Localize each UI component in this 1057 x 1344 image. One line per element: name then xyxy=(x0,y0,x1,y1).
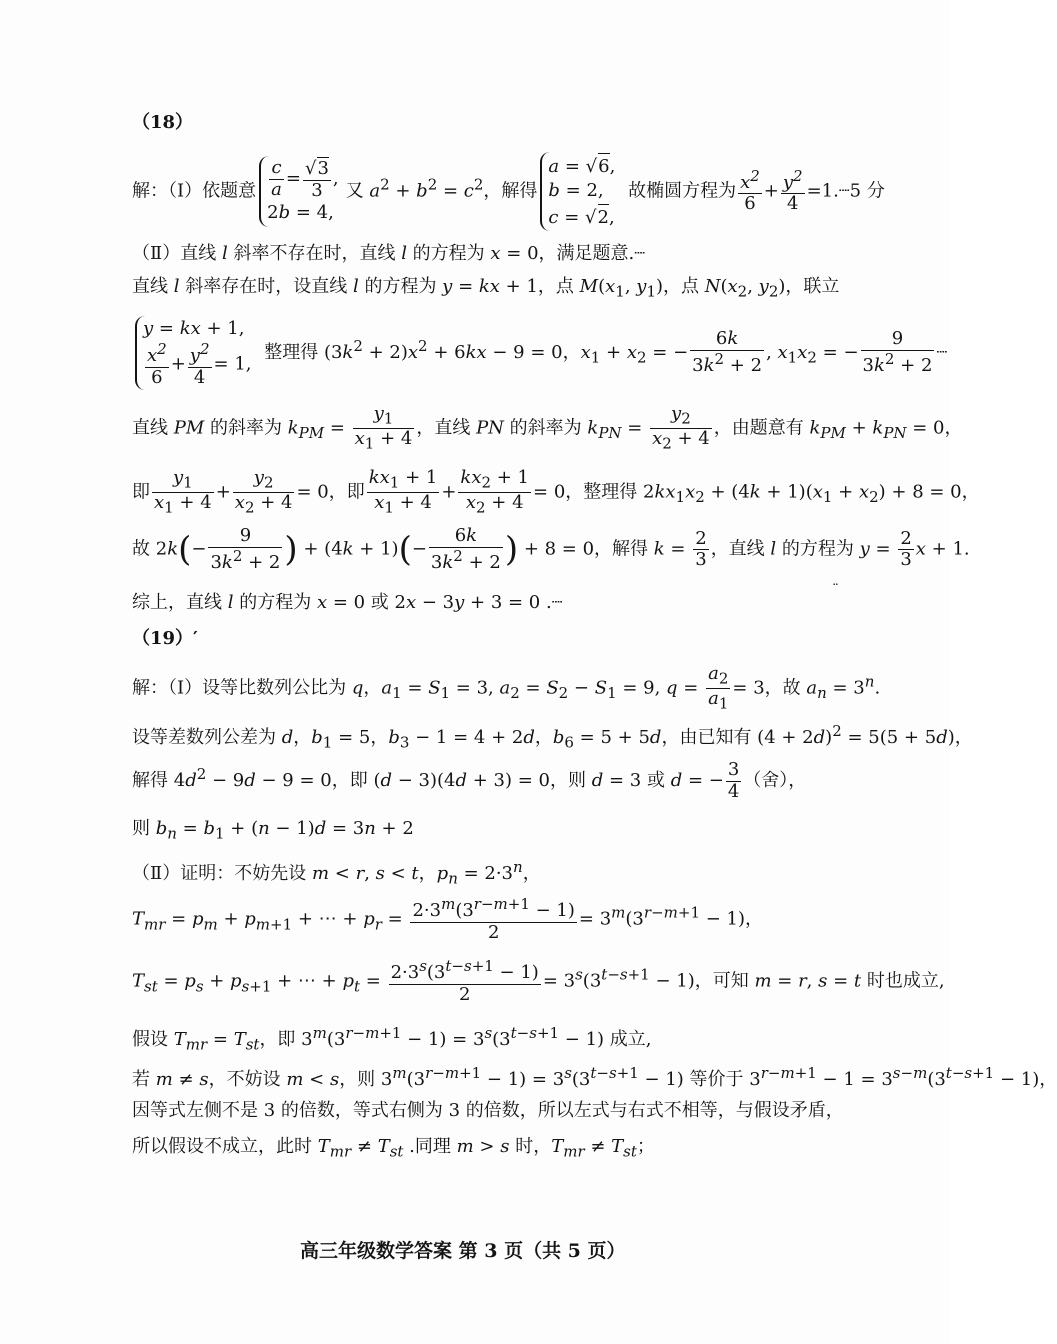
p19-part2-proof: （Ⅱ）证明：不妨先设 m < r, s < t，$p_n = 2\cdot 3^n$， xyxy=(132,858,541,888)
p19-geometric: 解：（Ⅰ）设等比数列公比为 q，$a_1 = S_1 = 3$, $a_2 = S_2 - S_1 = 9$, q = $\frac{a_2}{a_1}$ = 3，故 $a_n = 3^n$. xyxy=(132,663,881,713)
p18-part2-a: （Ⅱ）直线 l 斜率不存在时，直线 l 的方程为 x = 0，满足题意.┈ xyxy=(132,243,646,264)
p19-case: 若 m ≠ s，不妨设 m < s，则 $3^m(3^{r-m+1} - 1) = 3^s(3^{t-s+1} - 1)$ 等价于 $3^{r-m+1} - 1 = 3^{s-m}(3^{t-s+1} - 1)$， xyxy=(132,1064,1057,1090)
p18-conclusion: 综上，直线 l 的方程为 x = 0 或 2x − 3y + 3 = 0 .┈ xyxy=(132,592,563,613)
problem-18-heading: （18） xyxy=(132,112,194,133)
p18-solve-k: 故 2k(− $\frac{9}{3k^2 + 2}$ ) + (4k + 1)(− $\frac{6k}{3k^2 + 2}$ ) + 8 = 0，解得 k = $\frac{2}{3}$ ，直线 l 的方程为 y = $\frac{2}{3}$ x + 1. xyxy=(132,525,970,573)
p18-part1: 解：（Ⅰ）依题意 $\frac{c}{a}$ = $\frac{√3}{3}$ , 2b = 4, 又 $a^2 + b^2 = c^2$，解得 a = √6, b = 2, c = √2, 故椭圆方程为 $\frac{x^2}{6}$ + $\frac{y^2}{4}$ =1.┈5 分 xyxy=(132,152,885,231)
p18-condition: 即 $\frac{y_1}{x_1 + 4}$ + $\frac{y_2}{x_2 + 4}$ = 0，即 $\frac{kx_1 + 1}{x_1 + 4}$ + $\frac{kx_2 + 1}{x_2 + 4}$ = 0，整理得 $2kx_1x_2 + (4k + 1)(x_1 + x_2) + 8 = 0$， xyxy=(132,467,980,517)
p18-part2-b: 直线 l 斜率存在时，设直线 l 的方程为 y = kx + 1，点 $M(x_1$, $y_1$)，点 $N(x_2$, $y_2$)，联立 xyxy=(132,276,840,301)
page-footer: 高三年级数学答案 第 3 页（共 5 页） xyxy=(300,1240,626,1262)
p19-assume: 假设 $T_{mr} = T_{st}$，即 $3^m(3^{r-m+1} - 1) = 3^s(3^{t-s+1} - 1)$ 成立, xyxy=(132,1024,652,1054)
p19-bn: 则 $b_n = b_1 + (n - 1)d = 3n + 2$ xyxy=(132,818,414,843)
p19-Tst: $T_{st} = p_s + p_{s+1}$ + ⋯ + $p_t$ = $\frac{2\cdot 3^s(3^{t-s+1} - 1)}{2}$ = $3^s(3^{t-s+1} - 1)$，可知 m = r, s = t 时也成立, xyxy=(132,957,945,1005)
p19-result: 所以假设不成立，此时 $T_{mr} \ne T_{st}$ .同理 m > s 时，$T_{mr} \ne T_{st}$； xyxy=(132,1136,655,1161)
p19-reason: 因等式左侧不是 3 的倍数，等式右侧为 3 的倍数，所以左式与右式不相等，与假设矛盾， xyxy=(132,1100,844,1121)
p18-part2-c: y = kx + 1, $\frac{x^2}{6}$ + $\frac{y^2}{4}$ = 1, 整理得 $(3k^2 + 2)x^2 + 6kx - 9 = 0$，$x_1 + x_2$ = − $\frac{6k}{3k^2 + 2}$ , $x_1x_2$ = − $\frac{9}{3k^2 + 2}$ ┈ xyxy=(132,316,947,390)
problem-19-heading: （19）′ xyxy=(132,628,198,649)
p19-arithmetic: 设等差数列公差为 d，$b_1 = 5$，$b_3 - 1 = 4 + 2d$，$b_6 = 5 + 5d$，由已知有 $(4 + 2d)^2 = 5(5 + 5d)$， xyxy=(132,722,973,752)
stray-marks: ¨ xyxy=(832,582,839,598)
p19-solve-d: 解得 $4d^2 - 9d - 9 = 0$，即 (d − 3)(4d + 3) = 0，则 d = 3 或 d = − $\frac{3}{4}$ （舍）， xyxy=(132,759,807,802)
p18-slopes: 直线 PM 的斜率为 $k_{PM}$ = $\frac{y_1}{x_1 + 4}$ ，直线 PN 的斜率为 $k_{PN}$ = $\frac{y_2}{x_2 + 4}$ ，由题意有 $k_{PM} + k_{PN} = 0$， xyxy=(132,403,963,453)
p19-Tmr: $T_{mr} = p_m + p_{m+1}$ + ⋯ + $p_r$ = $\frac{2\cdot 3^m(3^{r-m+1} - 1)}{2}$ = $3^m(3^{r-m+1} - 1)$， xyxy=(132,895,763,943)
